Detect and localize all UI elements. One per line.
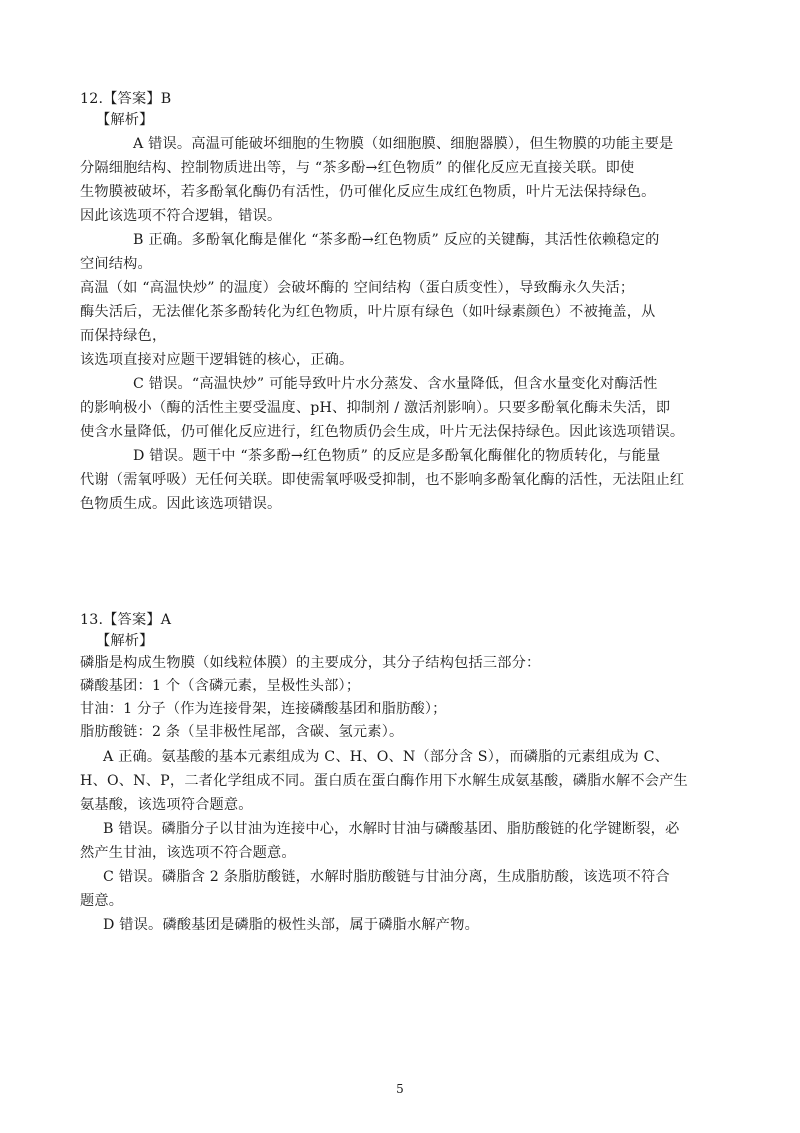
q12-line-6: 空间结构。 [80, 256, 152, 272]
q12-line-5: B 正确。多酚氧化酶是催化 “茶多酚→红色物质” 反应的关键酶，其活性依赖稳定的 [133, 232, 660, 248]
q12-line-16: 色物质生成。因此该选项错误。 [80, 496, 282, 512]
q12-line-4: 因此该选项不符合逻辑，错误。 [80, 208, 282, 224]
q12-line-10: 该选项直接对应题干逻辑链的核心，正确。 [80, 352, 354, 368]
q13-heading: 13.【答案】A [80, 612, 172, 628]
q12-line-9: 而保持绿色， [80, 328, 167, 344]
q12-line-12: 的影响极小（酶的活性主要受温度、pH、抑制剂 / 激活剂影响）。只要多酚氧化酶未失活，即 [80, 400, 671, 416]
q13-line-10: C 错误。磷脂含 2 条脂肪酸链，水解时脂肪酸链与甘油分离，生成脂肪酸，该选项不符合 [103, 869, 670, 885]
q12-line-14: D 错误。题干中 “茶多酚→红色物质” 的反应是多酚氧化酶催化的物质转化，与能量 [133, 448, 661, 464]
q13-line-12: D 错误。磷酸基团是磷脂的极性头部，属于磷脂水解产物。 [103, 917, 479, 933]
q12-heading: 12.【答案】B [80, 91, 172, 107]
q13-line-9: 然产生甘油，该选项不符合题意。 [80, 845, 296, 861]
q12-line-13: 使含水量降低，仍可催化反应进行，红色物质仍会生成，叶片无法保持绿色。因此该选项错误。 [80, 424, 685, 440]
q12-analysis-label: 【解析】 [96, 112, 154, 128]
q13-line-7: 氨基酸，该选项符合题意。 [80, 797, 253, 813]
q12-line-7: 高温（如 “高温快炒” 的温度）会破坏酶的 空间结构（蛋白质变性），导致酶永久失活； [80, 280, 635, 296]
q13-line-11: 题意。 [80, 893, 124, 909]
q12-line-11: C 错误。“高温快炒” 可能导致叶片水分蒸发、含水量降低，但含水量变化对酶活性 [133, 376, 658, 392]
q13-line-3: 甘油：1 分子（作为连接骨架，连接磷酸基团和脂肪酸）； [80, 701, 447, 717]
q12-line-15: 代谢（需氧呼吸）无任何关联。即使需氧呼吸受抑制，也不影响多酚氧化酶的活性，无法阻止红 [80, 472, 685, 488]
q12-line-1: A 错误。高温可能破坏细胞的生物膜（如细胞膜、细胞器膜），但生物膜的功能主要是 [133, 136, 674, 152]
q13-line-1: 磷脂是构成生物膜（如线粒体膜）的主要成分，其分子结构包括三部分： [80, 655, 541, 671]
q13-line-8: B 错误。磷脂分子以甘油为连接中心，水解时甘油与磷酸基团、脂肪酸链的化学键断裂，必 [103, 821, 680, 837]
q12-line-2: 分隔细胞结构、控制物质进出等，与 “茶多酚→红色物质” 的催化反应无直接关联。即使 [80, 160, 635, 176]
q13-line-2: 磷酸基团：1 个（含磷元素，呈极性头部）； [80, 678, 361, 694]
q12-line-3: 生物膜被破坏，若多酚氧化酶仍有活性，仍可催化反应生成红色物质，叶片无法保持绿色。 [80, 184, 656, 200]
q13-line-4: 脂肪酸链：2 条（呈非极性尾部，含碳、氢元素）。 [80, 724, 404, 740]
q13-line-6: H、O、N、P，二者化学组成不同。蛋白质在蛋白酶作用下水解生成氨基酸，磷脂水解不会产生 [80, 773, 688, 789]
page-number: 5 [396, 1082, 404, 1096]
q13-analysis-label: 【解析】 [96, 633, 154, 649]
q13-line-5: A 正确。氨基酸的基本元素组成为 C、H、O、N（部分含 S），而磷脂的元素组成为 C、 [103, 749, 670, 765]
q12-line-8: 酶失活后，无法催化茶多酚转化为红色物质，叶片原有绿色（如叶绿素颜色）不被掩盖，从 [80, 304, 656, 320]
